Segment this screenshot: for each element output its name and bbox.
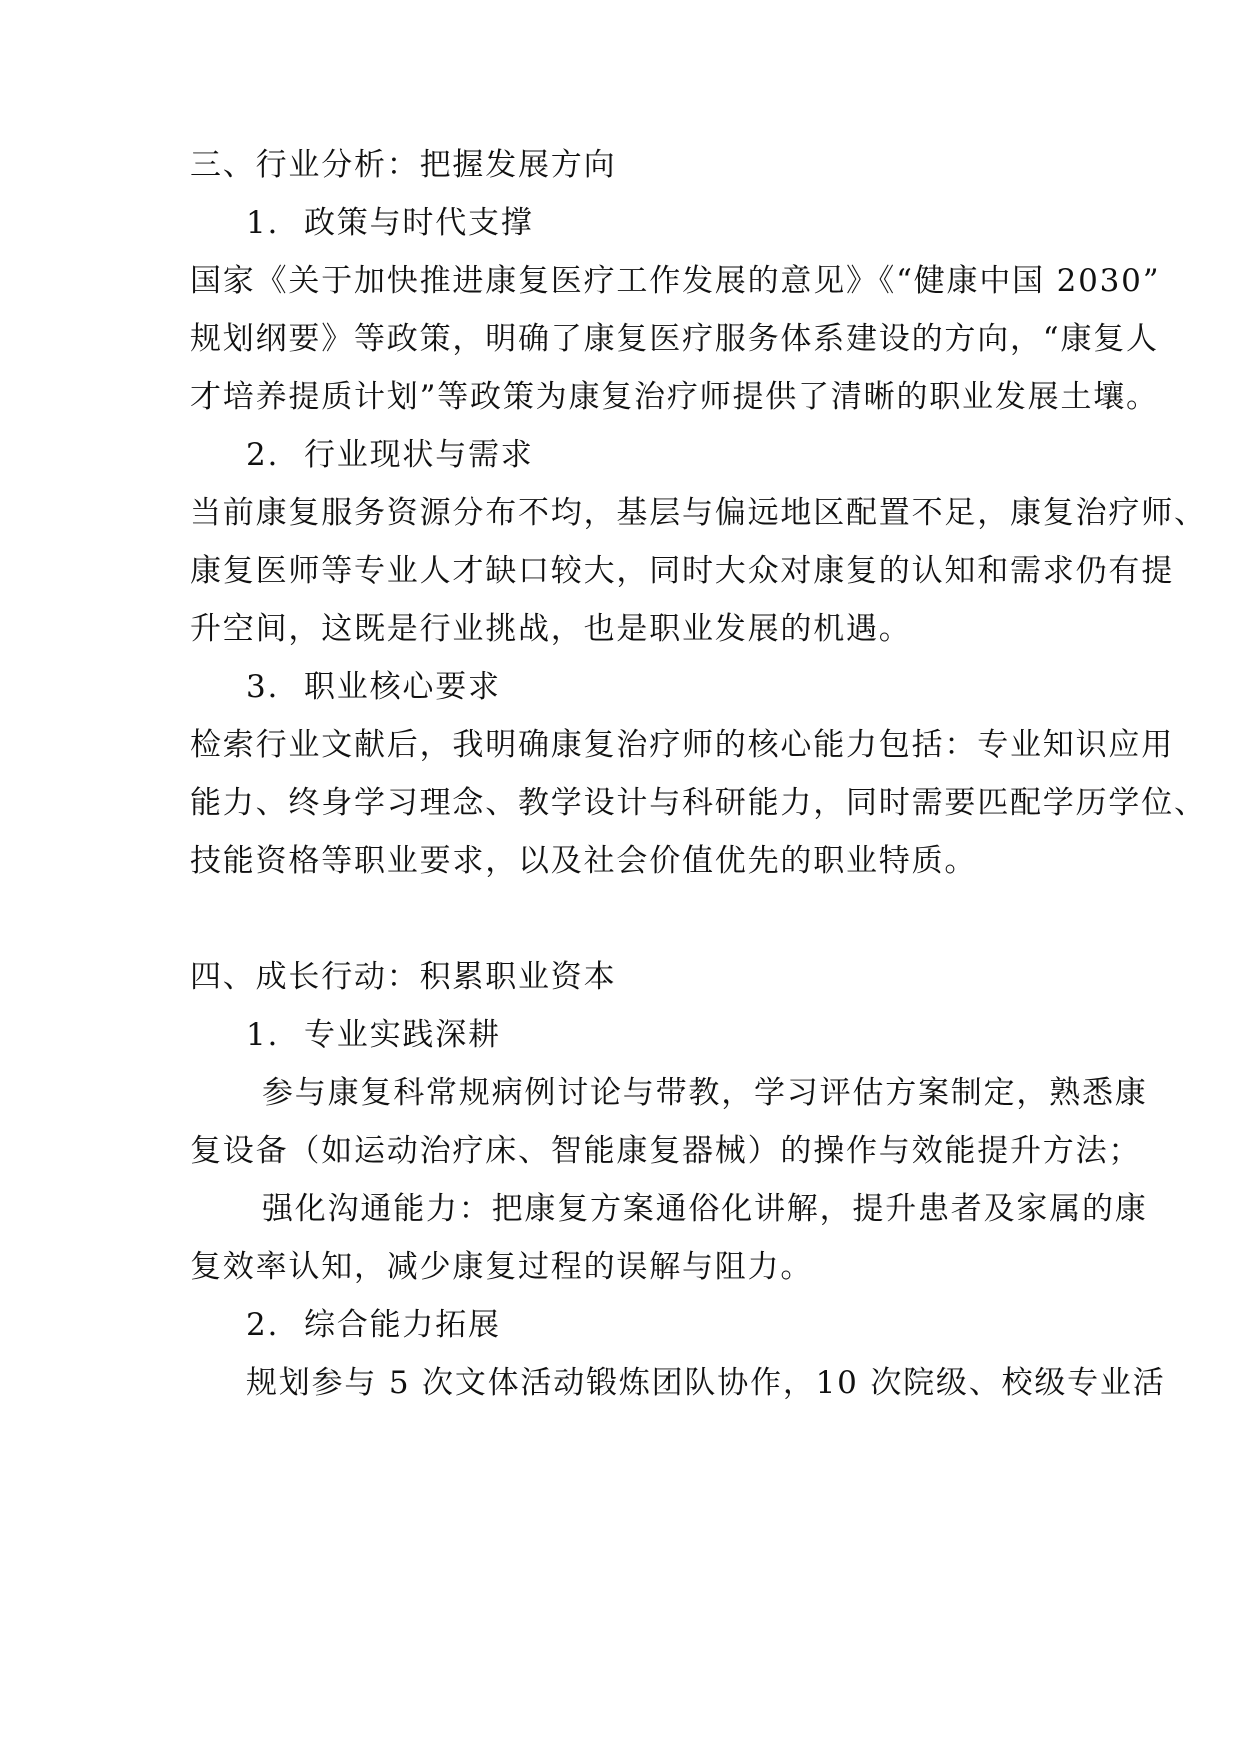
section3-sub1 <box>246 203 534 243</box>
section3-para1-line2: 规划纲要》等政策，明确了康复医疗服务体系建设的方向，“康复人 <box>190 321 1159 357</box>
section4-para1b-line2: 复效率认知，减少康复过程的误解与阻力。 <box>190 1249 814 1285</box>
section4-sub2-number: 2. <box>246 1307 280 1343</box>
section3-sub2 <box>246 435 534 475</box>
section3-heading: 三、行业分析：把握发展方向 <box>190 147 617 183</box>
section3-sub1-title: 政策与时代支撑 <box>304 205 534 241</box>
section4-para1a-line1: 参与康复科常规病例讨论与带教，学习评估方案制定，熟悉康 <box>262 1075 1148 1111</box>
section3-sub2-title: 行业现状与需求 <box>304 437 534 473</box>
section3-para3-line2: 能力、终身学习理念、教学设计与科研能力，同时需要匹配学历学位、 <box>190 785 1207 821</box>
section4-sub2-title: 综合能力拓展 <box>304 1307 501 1343</box>
section3-para1-line3: 才培养提质计划”等政策为康复治疗师提供了清晰的职业发展土壤。 <box>190 379 1159 415</box>
section3-para1-line1: 国家《关于加快推进康复医疗工作发展的意见》《“健康中国 2030” <box>190 263 1161 299</box>
section3-sub3 <box>246 667 501 707</box>
section4-sub2 <box>246 1305 501 1345</box>
section3-para3-line1: 检索行业文献后，我明确康复治疗师的核心能力包括：专业知识应用 <box>190 727 1174 763</box>
section3-sub3-title: 职业核心要求 <box>304 669 501 705</box>
section3-para2-line3: 升空间，这既是行业挑战，也是职业发展的机遇。 <box>190 611 912 647</box>
section4-heading: 四、成长行动：积累职业资本 <box>190 959 617 995</box>
section4-para2-line1: 规划参与 5 次文体活动锻炼团队协作，10 次院级、校级专业活 <box>246 1365 1166 1401</box>
section3-sub3-number: 3. <box>246 669 280 705</box>
section3-para2-line2: 康复医师等专业人才缺口较大，同时大众对康复的认知和需求仍有提 <box>190 553 1174 589</box>
section4-para1b-line1: 强化沟通能力：把康复方案通俗化讲解，提升患者及家属的康 <box>262 1191 1148 1227</box>
section4-sub1-number: 1. <box>246 1017 280 1053</box>
section4-para1a-line2: 复设备（如运动治疗床、智能康复器械）的操作与效能提升方法； <box>190 1133 1142 1169</box>
section3-sub1-number: 1. <box>246 205 280 241</box>
section4-sub1-title: 专业实践深耕 <box>304 1017 501 1053</box>
section3-sub2-number: 2. <box>246 437 280 473</box>
section4-sub1 <box>246 1015 501 1055</box>
section3-para2-line1: 当前康复服务资源分布不均，基层与偏远地区配置不足，康复治疗师、 <box>190 495 1207 531</box>
section3-para3-line3: 技能资格等职业要求，以及社会价值优先的职业特质。 <box>190 843 978 879</box>
